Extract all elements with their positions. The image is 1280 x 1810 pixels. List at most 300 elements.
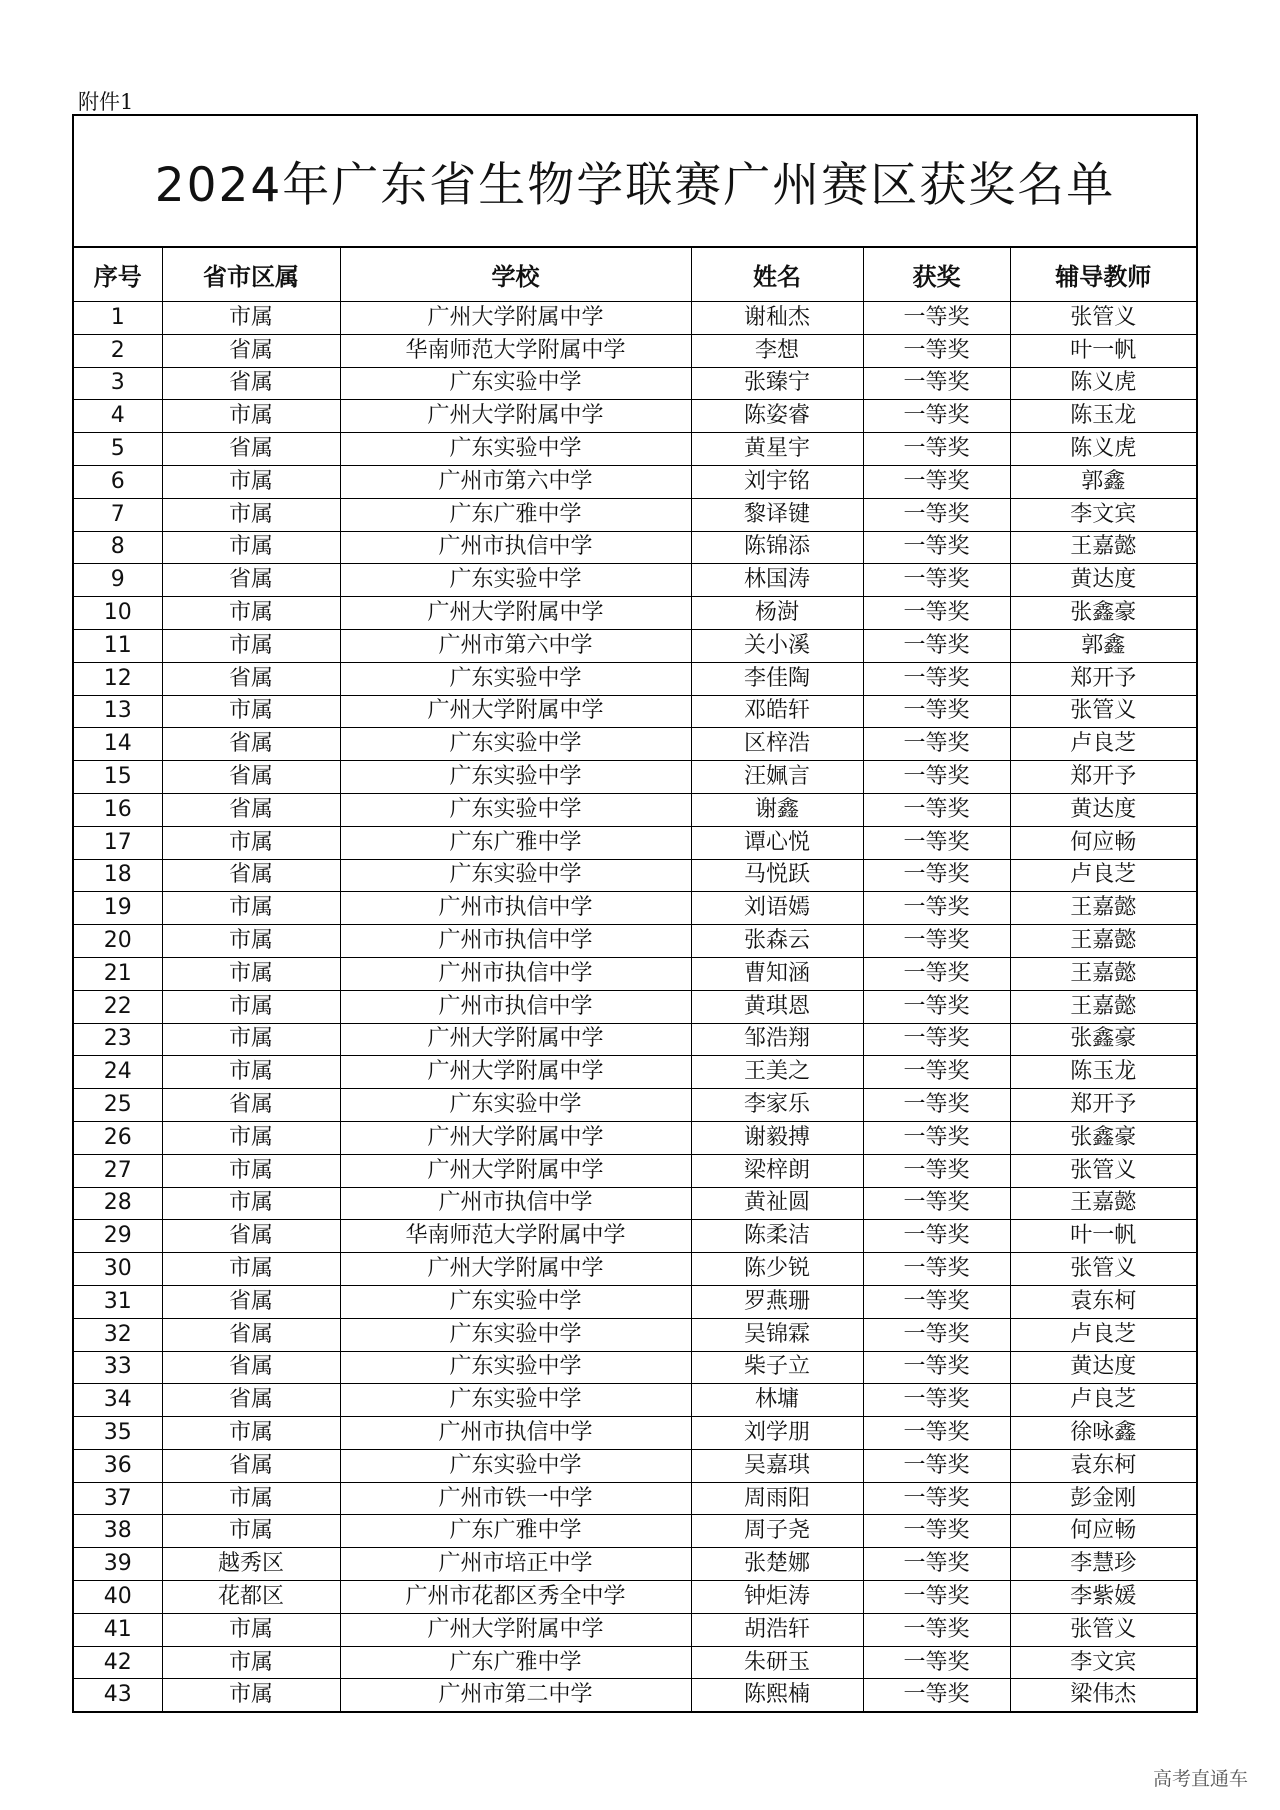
award-cell: 一等奖 xyxy=(863,302,1010,335)
column-header-name: 姓名 xyxy=(691,248,863,302)
teacher-cell: 郑开予 xyxy=(1010,761,1196,794)
affiliation-cell: 市属 xyxy=(162,597,340,630)
row-index: 22 xyxy=(74,990,162,1023)
school-cell: 广州市执信中学 xyxy=(340,990,691,1023)
affiliation-cell: 市属 xyxy=(162,465,340,498)
row-index: 24 xyxy=(74,1056,162,1089)
table-row xyxy=(74,498,1196,531)
teacher-cell: 彭金刚 xyxy=(1010,1482,1196,1515)
teacher-cell: 张管义 xyxy=(1010,302,1196,335)
column-header-index: 序号 xyxy=(74,248,162,302)
row-index: 35 xyxy=(74,1417,162,1450)
row-index: 34 xyxy=(74,1384,162,1417)
teacher-cell: 陈义虎 xyxy=(1010,433,1196,466)
teacher-cell: 王嘉懿 xyxy=(1010,957,1196,990)
student-name-cell: 黄星宇 xyxy=(691,433,863,466)
school-cell: 广州市执信中学 xyxy=(340,531,691,564)
column-header-school: 学校 xyxy=(340,248,691,302)
award-cell: 一等奖 xyxy=(863,1187,1010,1220)
row-index: 38 xyxy=(74,1515,162,1548)
award-table xyxy=(74,248,1196,1711)
table-body xyxy=(74,302,1196,1712)
school-cell: 广东实验中学 xyxy=(340,793,691,826)
school-cell: 广州市第六中学 xyxy=(340,465,691,498)
row-index: 5 xyxy=(74,433,162,466)
column-header-teacher: 辅导教师 xyxy=(1010,248,1196,302)
school-cell: 广州市第二中学 xyxy=(340,1679,691,1711)
affiliation-cell: 省属 xyxy=(162,793,340,826)
teacher-cell: 李紫媛 xyxy=(1010,1581,1196,1614)
award-cell: 一等奖 xyxy=(863,1285,1010,1318)
table-row xyxy=(74,1482,1196,1515)
school-cell: 广东实验中学 xyxy=(340,433,691,466)
award-cell: 一等奖 xyxy=(863,925,1010,958)
award-cell: 一等奖 xyxy=(863,1548,1010,1581)
column-header-award: 获奖 xyxy=(863,248,1010,302)
table-row xyxy=(74,1220,1196,1253)
table-row xyxy=(74,1351,1196,1384)
teacher-cell: 黄达度 xyxy=(1010,1351,1196,1384)
row-index: 32 xyxy=(74,1318,162,1351)
school-cell: 广州市铁一中学 xyxy=(340,1482,691,1515)
affiliation-cell: 市属 xyxy=(162,826,340,859)
award-cell: 一等奖 xyxy=(863,826,1010,859)
row-index: 1 xyxy=(74,302,162,335)
award-cell: 一等奖 xyxy=(863,597,1010,630)
row-index: 31 xyxy=(74,1285,162,1318)
award-cell: 一等奖 xyxy=(863,761,1010,794)
row-index: 39 xyxy=(74,1548,162,1581)
affiliation-cell: 市属 xyxy=(162,1679,340,1711)
award-cell: 一等奖 xyxy=(863,1679,1010,1711)
affiliation-cell: 市属 xyxy=(162,302,340,335)
school-cell: 广东实验中学 xyxy=(340,1449,691,1482)
affiliation-cell: 市属 xyxy=(162,990,340,1023)
school-cell: 广州大学附属中学 xyxy=(340,1023,691,1056)
student-name-cell: 黎译键 xyxy=(691,498,863,531)
award-cell: 一等奖 xyxy=(863,498,1010,531)
row-index: 20 xyxy=(74,925,162,958)
school-cell: 广东实验中学 xyxy=(340,859,691,892)
award-cell: 一等奖 xyxy=(863,1449,1010,1482)
row-index: 43 xyxy=(74,1679,162,1711)
school-cell: 广州市培正中学 xyxy=(340,1548,691,1581)
table-row xyxy=(74,1089,1196,1122)
student-name-cell: 王美之 xyxy=(691,1056,863,1089)
award-cell: 一等奖 xyxy=(863,1056,1010,1089)
school-cell: 华南师范大学附属中学 xyxy=(340,334,691,367)
affiliation-cell: 省属 xyxy=(162,1384,340,1417)
affiliation-cell: 市属 xyxy=(162,1515,340,1548)
school-cell: 广州市第六中学 xyxy=(340,629,691,662)
teacher-cell: 王嘉懿 xyxy=(1010,1187,1196,1220)
student-name-cell: 陈锦添 xyxy=(691,531,863,564)
student-name-cell: 黄祉圆 xyxy=(691,1187,863,1220)
award-cell: 一等奖 xyxy=(863,1220,1010,1253)
affiliation-cell: 省属 xyxy=(162,1089,340,1122)
award-cell: 一等奖 xyxy=(863,859,1010,892)
table-row xyxy=(74,761,1196,794)
school-cell: 广州市执信中学 xyxy=(340,1187,691,1220)
award-cell: 一等奖 xyxy=(863,1581,1010,1614)
teacher-cell: 陈玉龙 xyxy=(1010,400,1196,433)
school-cell: 广州大学附属中学 xyxy=(340,1056,691,1089)
student-name-cell: 李想 xyxy=(691,334,863,367)
table-row xyxy=(74,433,1196,466)
student-name-cell: 胡浩轩 xyxy=(691,1613,863,1646)
school-cell: 广东实验中学 xyxy=(340,564,691,597)
school-cell: 华南师范大学附属中学 xyxy=(340,1220,691,1253)
teacher-cell: 叶一帆 xyxy=(1010,334,1196,367)
school-cell: 广东广雅中学 xyxy=(340,826,691,859)
student-name-cell: 林墉 xyxy=(691,1384,863,1417)
student-name-cell: 黄琪恩 xyxy=(691,990,863,1023)
teacher-cell: 张鑫豪 xyxy=(1010,1023,1196,1056)
table-row xyxy=(74,990,1196,1023)
teacher-cell: 郑开予 xyxy=(1010,1089,1196,1122)
row-index: 25 xyxy=(74,1089,162,1122)
affiliation-cell: 省属 xyxy=(162,1351,340,1384)
table-row xyxy=(74,1679,1196,1711)
document-title: 2024年广东省生物学联赛广州赛区获奖名单 xyxy=(74,116,1196,248)
teacher-cell: 徐咏鑫 xyxy=(1010,1417,1196,1450)
table-row xyxy=(74,1449,1196,1482)
table-row xyxy=(74,1646,1196,1679)
row-index: 21 xyxy=(74,957,162,990)
student-name-cell: 张楚娜 xyxy=(691,1548,863,1581)
student-name-cell: 陈柔洁 xyxy=(691,1220,863,1253)
school-cell: 广州大学附属中学 xyxy=(340,1613,691,1646)
award-cell: 一等奖 xyxy=(863,1351,1010,1384)
row-index: 30 xyxy=(74,1253,162,1286)
award-cell: 一等奖 xyxy=(863,1417,1010,1450)
student-name-cell: 钟炬涛 xyxy=(691,1581,863,1614)
teacher-cell: 王嘉懿 xyxy=(1010,892,1196,925)
student-name-cell: 李佳陶 xyxy=(691,662,863,695)
school-cell: 广州大学附属中学 xyxy=(340,1154,691,1187)
table-row xyxy=(74,793,1196,826)
student-name-cell: 谢毅搏 xyxy=(691,1121,863,1154)
table-row xyxy=(74,531,1196,564)
affiliation-cell: 市属 xyxy=(162,1056,340,1089)
table-row xyxy=(74,1515,1196,1548)
table-row xyxy=(74,1253,1196,1286)
affiliation-cell: 市属 xyxy=(162,1417,340,1450)
teacher-cell: 何应畅 xyxy=(1010,826,1196,859)
row-index: 10 xyxy=(74,597,162,630)
school-cell: 广东实验中学 xyxy=(340,367,691,400)
affiliation-cell: 省属 xyxy=(162,334,340,367)
affiliation-cell: 市属 xyxy=(162,1154,340,1187)
table-row xyxy=(74,1023,1196,1056)
table-row xyxy=(74,367,1196,400)
row-index: 3 xyxy=(74,367,162,400)
award-cell: 一等奖 xyxy=(863,1089,1010,1122)
teacher-cell: 卢良芝 xyxy=(1010,728,1196,761)
table-row xyxy=(74,892,1196,925)
affiliation-cell: 市属 xyxy=(162,1613,340,1646)
award-cell: 一等奖 xyxy=(863,1023,1010,1056)
row-index: 4 xyxy=(74,400,162,433)
student-name-cell: 陈姿睿 xyxy=(691,400,863,433)
award-cell: 一等奖 xyxy=(863,892,1010,925)
affiliation-cell: 市属 xyxy=(162,400,340,433)
table-row xyxy=(74,957,1196,990)
student-name-cell: 周雨阳 xyxy=(691,1482,863,1515)
school-cell: 广州市执信中学 xyxy=(340,957,691,990)
affiliation-cell: 市属 xyxy=(162,1646,340,1679)
row-index: 27 xyxy=(74,1154,162,1187)
affiliation-cell: 市属 xyxy=(162,892,340,925)
award-cell: 一等奖 xyxy=(863,433,1010,466)
award-cell: 一等奖 xyxy=(863,1253,1010,1286)
student-name-cell: 刘学朋 xyxy=(691,1417,863,1450)
teacher-cell: 黄达度 xyxy=(1010,564,1196,597)
row-index: 13 xyxy=(74,695,162,728)
school-cell: 广东实验中学 xyxy=(340,1351,691,1384)
table-row xyxy=(74,728,1196,761)
student-name-cell: 刘语嫣 xyxy=(691,892,863,925)
row-index: 37 xyxy=(74,1482,162,1515)
award-cell: 一等奖 xyxy=(863,629,1010,662)
teacher-cell: 何应畅 xyxy=(1010,1515,1196,1548)
student-name-cell: 陈熙楠 xyxy=(691,1679,863,1711)
table-row xyxy=(74,1121,1196,1154)
teacher-cell: 张管义 xyxy=(1010,695,1196,728)
teacher-cell: 张鑫豪 xyxy=(1010,597,1196,630)
teacher-cell: 卢良芝 xyxy=(1010,1384,1196,1417)
affiliation-cell: 市属 xyxy=(162,1253,340,1286)
affiliation-cell: 省属 xyxy=(162,662,340,695)
table-row xyxy=(74,1613,1196,1646)
affiliation-cell: 市属 xyxy=(162,498,340,531)
award-cell: 一等奖 xyxy=(863,728,1010,761)
teacher-cell: 郭鑫 xyxy=(1010,465,1196,498)
row-index: 42 xyxy=(74,1646,162,1679)
table-row xyxy=(74,925,1196,958)
row-index: 9 xyxy=(74,564,162,597)
student-name-cell: 关小溪 xyxy=(691,629,863,662)
award-cell: 一等奖 xyxy=(863,1515,1010,1548)
teacher-cell: 李文宾 xyxy=(1010,498,1196,531)
table-row xyxy=(74,597,1196,630)
school-cell: 广州大学附属中学 xyxy=(340,695,691,728)
student-name-cell: 汪姵言 xyxy=(691,761,863,794)
row-index: 28 xyxy=(74,1187,162,1220)
table-row xyxy=(74,564,1196,597)
table-row xyxy=(74,334,1196,367)
teacher-cell: 郑开予 xyxy=(1010,662,1196,695)
award-cell: 一等奖 xyxy=(863,1482,1010,1515)
table-row xyxy=(74,695,1196,728)
table-row xyxy=(74,859,1196,892)
row-index: 36 xyxy=(74,1449,162,1482)
teacher-cell: 袁东柯 xyxy=(1010,1449,1196,1482)
student-name-cell: 邹浩翔 xyxy=(691,1023,863,1056)
award-cell: 一等奖 xyxy=(863,1646,1010,1679)
affiliation-cell: 省属 xyxy=(162,564,340,597)
row-index: 23 xyxy=(74,1023,162,1056)
school-cell: 广州市执信中学 xyxy=(340,925,691,958)
affiliation-cell: 市属 xyxy=(162,629,340,662)
student-name-cell: 李家乐 xyxy=(691,1089,863,1122)
school-cell: 广州市执信中学 xyxy=(340,892,691,925)
row-index: 17 xyxy=(74,826,162,859)
teacher-cell: 郭鑫 xyxy=(1010,629,1196,662)
school-cell: 广州大学附属中学 xyxy=(340,1253,691,1286)
table-row xyxy=(74,662,1196,695)
affiliation-cell: 省属 xyxy=(162,1449,340,1482)
affiliation-cell: 市属 xyxy=(162,1121,340,1154)
teacher-cell: 黄达度 xyxy=(1010,793,1196,826)
teacher-cell: 张鑫豪 xyxy=(1010,1121,1196,1154)
affiliation-cell: 省属 xyxy=(162,1220,340,1253)
teacher-cell: 陈玉龙 xyxy=(1010,1056,1196,1089)
award-cell: 一等奖 xyxy=(863,662,1010,695)
affiliation-cell: 市属 xyxy=(162,925,340,958)
student-name-cell: 张森云 xyxy=(691,925,863,958)
affiliation-cell: 省属 xyxy=(162,761,340,794)
affiliation-cell: 省属 xyxy=(162,367,340,400)
row-index: 29 xyxy=(74,1220,162,1253)
teacher-cell: 卢良芝 xyxy=(1010,1318,1196,1351)
award-sheet xyxy=(72,114,1198,1713)
table-row xyxy=(74,1417,1196,1450)
affiliation-cell: 市属 xyxy=(162,1187,340,1220)
award-cell: 一等奖 xyxy=(863,793,1010,826)
table-row xyxy=(74,629,1196,662)
school-cell: 广州大学附属中学 xyxy=(340,597,691,630)
student-name-cell: 周子尧 xyxy=(691,1515,863,1548)
teacher-cell: 卢良芝 xyxy=(1010,859,1196,892)
student-name-cell: 罗燕珊 xyxy=(691,1285,863,1318)
table-row xyxy=(74,1056,1196,1089)
student-name-cell: 陈少锐 xyxy=(691,1253,863,1286)
affiliation-cell: 越秀区 xyxy=(162,1548,340,1581)
table-row xyxy=(74,826,1196,859)
row-index: 11 xyxy=(74,629,162,662)
annex-label: 附件1 xyxy=(78,90,134,114)
teacher-cell: 王嘉懿 xyxy=(1010,925,1196,958)
row-index: 14 xyxy=(74,728,162,761)
student-name-cell: 曹知涵 xyxy=(691,957,863,990)
student-name-cell: 马悦跃 xyxy=(691,859,863,892)
school-cell: 广州大学附属中学 xyxy=(340,400,691,433)
school-cell: 广州市执信中学 xyxy=(340,1417,691,1450)
affiliation-cell: 市属 xyxy=(162,957,340,990)
teacher-cell: 王嘉懿 xyxy=(1010,990,1196,1023)
teacher-cell: 张管义 xyxy=(1010,1154,1196,1187)
award-cell: 一等奖 xyxy=(863,695,1010,728)
teacher-cell: 袁东柯 xyxy=(1010,1285,1196,1318)
school-cell: 广州市花都区秀全中学 xyxy=(340,1581,691,1614)
row-index: 19 xyxy=(74,892,162,925)
student-name-cell: 谢秈杰 xyxy=(691,302,863,335)
award-cell: 一等奖 xyxy=(863,957,1010,990)
award-cell: 一等奖 xyxy=(863,990,1010,1023)
row-index: 18 xyxy=(74,859,162,892)
table-row xyxy=(74,1318,1196,1351)
student-name-cell: 谭心悦 xyxy=(691,826,863,859)
watermark-text: 高考直通车 xyxy=(1152,1768,1248,1790)
row-index: 33 xyxy=(74,1351,162,1384)
row-index: 41 xyxy=(74,1613,162,1646)
student-name-cell: 谢鑫 xyxy=(691,793,863,826)
table-row xyxy=(74,1187,1196,1220)
award-cell: 一等奖 xyxy=(863,465,1010,498)
student-name-cell: 梁梓朗 xyxy=(691,1154,863,1187)
school-cell: 广东广雅中学 xyxy=(340,1515,691,1548)
table-row xyxy=(74,1285,1196,1318)
award-cell: 一等奖 xyxy=(863,1613,1010,1646)
affiliation-cell: 市属 xyxy=(162,1482,340,1515)
table-row xyxy=(74,1548,1196,1581)
affiliation-cell: 省属 xyxy=(162,1285,340,1318)
student-name-cell: 吴锦霖 xyxy=(691,1318,863,1351)
row-index: 16 xyxy=(74,793,162,826)
teacher-cell: 陈义虎 xyxy=(1010,367,1196,400)
table-row xyxy=(74,302,1196,335)
school-cell: 广东广雅中学 xyxy=(340,1646,691,1679)
award-cell: 一等奖 xyxy=(863,564,1010,597)
teacher-cell: 李慧珍 xyxy=(1010,1548,1196,1581)
student-name-cell: 邓皓轩 xyxy=(691,695,863,728)
award-cell: 一等奖 xyxy=(863,1154,1010,1187)
award-cell: 一等奖 xyxy=(863,400,1010,433)
table-row xyxy=(74,465,1196,498)
award-cell: 一等奖 xyxy=(863,1318,1010,1351)
table-row xyxy=(74,1384,1196,1417)
school-cell: 广东实验中学 xyxy=(340,1384,691,1417)
teacher-cell: 叶一帆 xyxy=(1010,1220,1196,1253)
affiliation-cell: 省属 xyxy=(162,859,340,892)
student-name-cell: 张臻宁 xyxy=(691,367,863,400)
student-name-cell: 吴嘉琪 xyxy=(691,1449,863,1482)
award-cell: 一等奖 xyxy=(863,1384,1010,1417)
student-name-cell: 杨澍 xyxy=(691,597,863,630)
row-index: 6 xyxy=(74,465,162,498)
row-index: 12 xyxy=(74,662,162,695)
student-name-cell: 柴子立 xyxy=(691,1351,863,1384)
row-index: 2 xyxy=(74,334,162,367)
school-cell: 广东实验中学 xyxy=(340,1089,691,1122)
school-cell: 广东实验中学 xyxy=(340,728,691,761)
teacher-cell: 张管义 xyxy=(1010,1613,1196,1646)
student-name-cell: 林国涛 xyxy=(691,564,863,597)
school-cell: 广州大学附属中学 xyxy=(340,302,691,335)
row-index: 15 xyxy=(74,761,162,794)
school-cell: 广东实验中学 xyxy=(340,1285,691,1318)
student-name-cell: 区梓浩 xyxy=(691,728,863,761)
student-name-cell: 朱研玉 xyxy=(691,1646,863,1679)
teacher-cell: 梁伟杰 xyxy=(1010,1679,1196,1711)
table-header-row xyxy=(74,248,1196,302)
row-index: 8 xyxy=(74,531,162,564)
affiliation-cell: 市属 xyxy=(162,695,340,728)
table-row xyxy=(74,1154,1196,1187)
teacher-cell: 李文宾 xyxy=(1010,1646,1196,1679)
award-cell: 一等奖 xyxy=(863,334,1010,367)
award-cell: 一等奖 xyxy=(863,367,1010,400)
affiliation-cell: 省属 xyxy=(162,728,340,761)
affiliation-cell: 市属 xyxy=(162,531,340,564)
column-header-affiliation: 省市区属 xyxy=(162,248,340,302)
affiliation-cell: 花都区 xyxy=(162,1581,340,1614)
affiliation-cell: 市属 xyxy=(162,1023,340,1056)
award-cell: 一等奖 xyxy=(863,1121,1010,1154)
table-row xyxy=(74,1581,1196,1614)
row-index: 7 xyxy=(74,498,162,531)
